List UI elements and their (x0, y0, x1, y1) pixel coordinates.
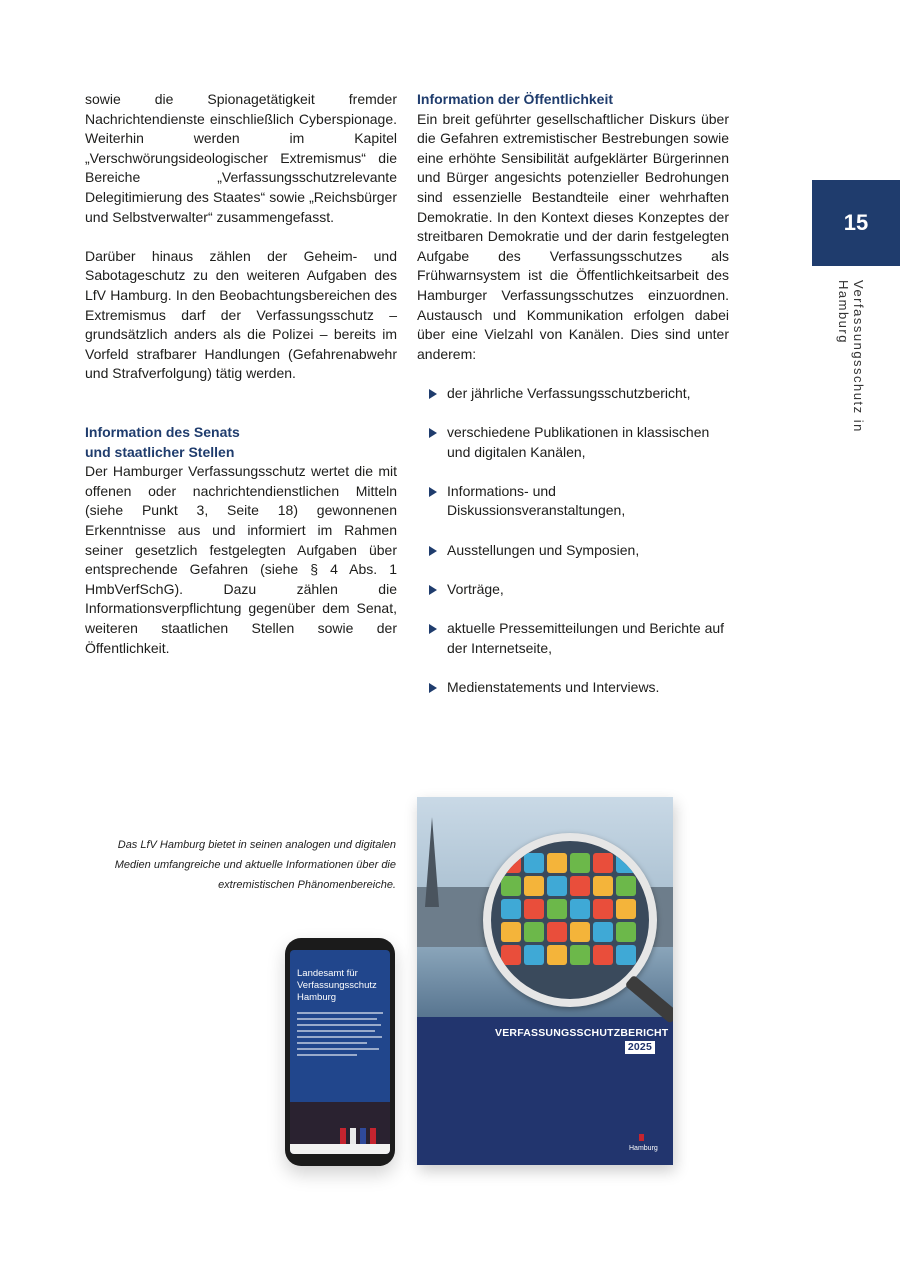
list-item: aktuelle Pressemitteilungen und Berichte auf der Internetseite, (417, 619, 729, 658)
channel-list (417, 384, 729, 698)
page-number: 15 (843, 210, 869, 235)
list-item: verschiedene Publikationen in klassischen und digitalen Kanälen, (417, 423, 729, 462)
section-heading-public: Information der Öffentlichkeit (417, 91, 614, 107)
phone-text-line (297, 1024, 381, 1026)
list-item: Ausstellungen und Symposien, (417, 541, 729, 561)
phone-text-line (297, 1012, 383, 1014)
left-column (85, 90, 397, 658)
church-spire-icon (425, 817, 439, 907)
phone-text-line (297, 1036, 382, 1038)
bullet-triangle-icon (429, 487, 437, 497)
phone-text-line (297, 1048, 379, 1050)
phone-text-line (297, 1018, 377, 1020)
report-year: 2025 (625, 1041, 655, 1054)
section-heading-senate-line2: und staatlicher Stellen (85, 443, 235, 460)
report-title-block (495, 1027, 669, 1054)
smartphone-image (285, 938, 395, 1166)
phone-address-bar (290, 1144, 390, 1154)
bullet-triangle-icon (429, 428, 437, 438)
page-number-tab (812, 180, 900, 266)
list-item: Informations- und Diskussionsveranstaltungen, (417, 482, 729, 521)
list-item: der jährliche Verfassungsschutzbericht, (417, 384, 729, 404)
phone-screen-title: Landesamt für Verfassungsschutz Hamburg (297, 968, 377, 1003)
report-publisher: Hamburg (629, 1145, 658, 1152)
report-cover-image (417, 797, 673, 1165)
bullet-triangle-icon (429, 546, 437, 556)
bullet-triangle-icon (429, 389, 437, 399)
bullet-triangle-icon (429, 683, 437, 693)
phone-text-line (297, 1042, 367, 1044)
image-caption: Das LfV Hamburg bietet in seinen analogen und digitalen Medien umfangreiche und aktuelle Informationen über die extremistischen Phänomenbereiche. (114, 839, 396, 891)
left-paragraph-2: Darüber hinaus zählen der Geheim- und Sabotageschutz zu den weiteren Aufgaben des LfV Hamburg. In den Beobachtungsbereichen des Extremismus darf der Verfassungsschutz – grundsätzlich anders als die Polizei – bereits im Vorfeld strafbarer Handlungen (Gefahrenabwehr und Strafverfolgung) tätig werden. (85, 247, 397, 382)
left-paragraph-1: sowie die Spionagetätigkeit fremder Nachrichtendienste einschließlich Cyberspionage. Weiterhin werden im Kapitel „Verschwörungsideologischer Extremismus“ die Bereiche „Verfassungsschutzrelevante Delegitimierung des Staates“ sowie „Reichsbürger und Selbstverwalter“ zusammengefasst. (85, 91, 397, 225)
bullet-triangle-icon (429, 585, 437, 595)
report-title: VERFASSUNGSSCHUTZBERICHT (495, 1027, 669, 1039)
phone-screen (290, 950, 390, 1154)
chapter-side-label: Verfassungsschutz in Hamburg (836, 280, 866, 433)
section-heading-senate-line1: Information des Senats (85, 424, 240, 441)
avatar-grid (501, 853, 641, 965)
right-paragraph-1: Ein breit geführter gesellschaftlicher Diskurs über die Gefahren extremistischer Bestrebungen sowie eine erhöhte Sensibilität aufgeklärter Bürgerinnen und Bürger angesichts potenzieller Bedrohungen sind essenzielle Bestandteile einer wehrhaften Demokratie. In den Kontext dieses Konzeptes der streitbaren Demokratie und der darin festgelegten Aufgabe des Verfassungsschutzes als Frühwarnsystem ist die Öffentlichkeitsarbeit des Hamburger Verfassungsschutzes einzuordnen. Austausch und Kommunikation erfolgen dabei über eine Vielzahl von Kanälen. Dies sind unter anderem: (417, 110, 729, 362)
phone-text-line (297, 1030, 375, 1032)
list-item: Medienstatements und Interviews. (417, 678, 729, 698)
phone-text-line (297, 1054, 357, 1056)
section-heading-senate (85, 423, 397, 462)
right-column (417, 90, 729, 717)
hamburg-logo-icon (639, 1134, 644, 1141)
left-paragraph-3: Der Hamburger Verfassungsschutz wertet die mit offenen oder nachrichtendienstlichen Mitteln (siehe Punkt 3, Seite 18) gewonnenen Erkenntnisse aus und informiert im Rahmen seiner gesetzlich festgelegten Aufgaben über entsprechende Gefahren (siehe § 4 Abs. 1 HmbVerfSchG). Dazu zählen die Informationsverpflichtung gegenüber dem Senat, weiteren staatlichen Stellen sowie der Öffentlichkeit. (85, 463, 397, 656)
list-item: Vorträge, (417, 580, 729, 600)
bullet-triangle-icon (429, 624, 437, 634)
